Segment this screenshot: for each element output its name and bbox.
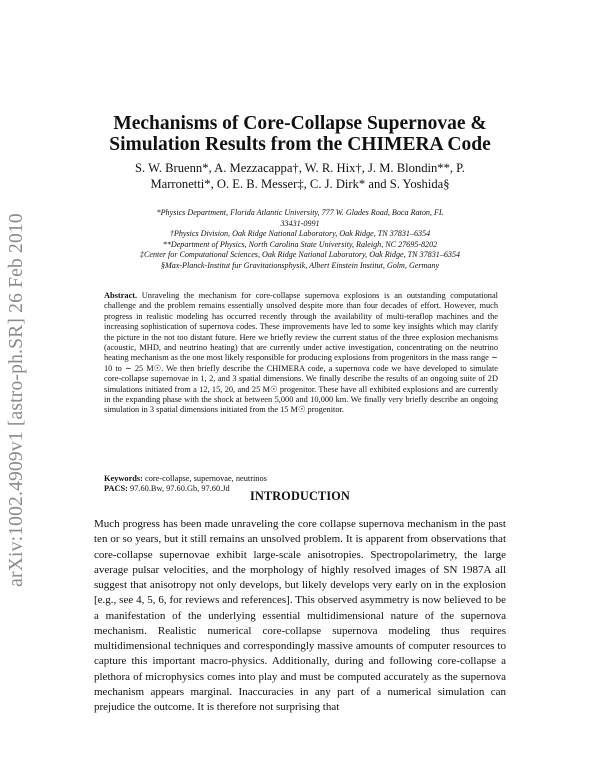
title-line-1: Mechanisms of Core-Collapse Supernovae & xyxy=(113,113,487,134)
abstract xyxy=(104,291,498,416)
keywords-label: Keywords: xyxy=(104,474,143,483)
arxiv-side-stamp xyxy=(2,210,32,590)
affiliation-line: **Department of Physics, North Carolina State University, Raleigh, NC 27695-8202 xyxy=(162,239,438,249)
title-line-2: Simulation Results from the CHIMERA Code xyxy=(109,134,491,155)
author-list xyxy=(80,161,520,192)
introduction-paragraph: Much progress has been made unraveling the core collapse supernova mechanism in the past ten or so years, but it still remains an unsolved problem. It is apparent from observations that core-collapse supernovae exhibit large-scale anisotropies. Spectropolarimetry, the large average pulsar velocities, and the morphology of highly resolved images of SN 1987A all suggest that anisotropy not only develops, but likely develops very early on in the explosion [e.g., see 4, 5, 6, for reviews and references]. This observed asymmetry is now believed to be a manifestation of the underlying essential multidimensional nature of the supernova mechanism. Realistic numerical core-collapse supernova modeling thus requires multidimensional techniques and correspondingly massive amounts of computer resources to capture this important macro-physics. Additionally, during and following core-collapse a plethora of microphysics comes into play and must be computed accurately as the supernova mechanism appears marginal. Inaccuracies in any part of a numerical simulation can prejudice the outcome. It is therefore not surprising that xyxy=(94,518,506,713)
authors-line-1: S. W. Bruenn*, A. Mezzacappa†, W. R. Hix†, J. M. Blondin**, P. xyxy=(135,161,465,175)
pacs-label: PACS: xyxy=(104,484,128,494)
keywords-row xyxy=(104,474,498,484)
abstract-label: Abstract. xyxy=(104,291,138,300)
affiliation-line: †Physics Division, Oak Ridge National Laboratory, Oak Ridge, TN 37831–6354 xyxy=(169,229,431,239)
authors-line-2: Marronetti*, O. E. B. Messer‡, C. J. Dirk* and S. Yoshida§ xyxy=(150,176,450,191)
affiliation-line: §Max-Planck-Institut fur Gravitationsphysik, Albert Einstein Institut, Golm, Germany xyxy=(160,260,440,270)
affiliation-line: 33431-0991 xyxy=(280,218,320,228)
arxiv-identifier: arXiv:1002.4909v1 [astro-ph.SR] 26 Feb 2010 xyxy=(6,213,27,587)
affiliation-line: ‡Center for Computational Sciences, Oak Ridge National Laboratory, Oak Ridge, TN 37831–6354 xyxy=(139,250,461,260)
affiliation-line: *Physics Department, Florida Atlantic University, 777 W. Glades Road, Boca Raton, FL xyxy=(156,208,444,217)
pacs-text: 97.60.Bw, 97.60.Gb, 97.60.Jd xyxy=(130,484,230,494)
affiliations xyxy=(90,208,510,272)
abstract-text: Unraveling the mechanism for core-collapse supernova explosions is an outstanding computational challenge and the problem remains essentially unsolved despite more than four decades of effort. However, much progress in realistic modeling has occurred recently through the availability of multi-teraflop machines and the increasing sophistication of supernova codes. These improvements have led to some key insights which may clarify the picture in the not too distant future. Here we briefly review the current status of the three explosion mechanisms (acoustic, MHD, and neutrino heating) that are currently under active investigation, concentrating on the neutrino heating mechanism as the one most likely responsible for producing explosions from progenitors in the mass range ∼ 10 to ∼ 25 M☉. We then briefly describe the CHIMERA code, a supernova code we have developed to simulate core-collapse supernovae in 1, 2, and 3 spatial dimensions. We finally describe the results of an ongoing suite of 2D simulations initiated from a 12, 15, 20, and 25 M☉ progenitor. These have all exhibited explosions and are currently in the expanding phase with the shock at between 5,000 and 10,000 km. We finally very briefly describe an ongoing simulation in 3 spatial dimensions initiated from the 15 M☉ progenitor. xyxy=(104,291,498,415)
section-heading: INTRODUCTION xyxy=(250,489,350,503)
keywords-text: core-collapse, supernovae, neutrinos xyxy=(145,474,267,483)
paper-title xyxy=(60,113,540,155)
